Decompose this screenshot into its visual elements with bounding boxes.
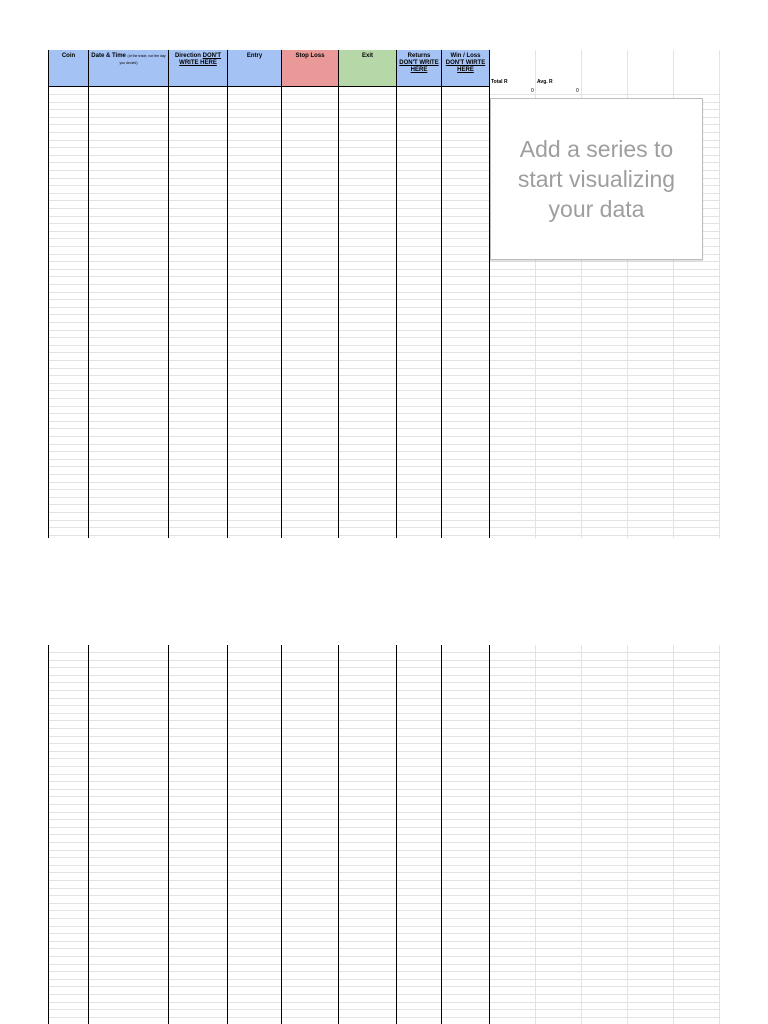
row-line	[48, 819, 720, 820]
row-line	[48, 895, 720, 896]
row-line	[48, 1009, 720, 1010]
row-line	[48, 682, 720, 683]
cell-grid	[48, 645, 720, 1024]
header-coin[interactable]	[49, 50, 88, 87]
row-line	[48, 933, 720, 934]
header-date-time-label: Date & Time	[91, 53, 126, 59]
header-returns-note: DON'T WRITE HERE	[399, 60, 439, 73]
row-line	[48, 956, 720, 957]
row-line	[48, 482, 720, 483]
column-border	[48, 50, 49, 538]
row-line	[48, 459, 720, 460]
header-date-time[interactable]	[89, 50, 168, 87]
column-border	[338, 645, 339, 1024]
row-line	[48, 812, 720, 813]
row-line	[48, 948, 720, 949]
row-line	[48, 360, 720, 361]
row-line	[48, 406, 720, 407]
row-line	[48, 918, 720, 919]
row-line	[48, 971, 720, 972]
row-line	[48, 1002, 720, 1003]
column-border	[281, 645, 282, 1024]
column-border	[168, 645, 169, 1024]
row-line	[48, 888, 720, 889]
header-entry-label: Entry	[246, 53, 263, 59]
row-line	[48, 842, 720, 843]
column-border	[489, 645, 490, 1024]
header-direction-label: Direction	[174, 53, 201, 59]
row-line	[48, 880, 720, 881]
row-line	[48, 337, 720, 338]
row-line	[48, 368, 720, 369]
header-exit[interactable]	[339, 50, 396, 87]
header-direction[interactable]	[169, 50, 227, 87]
row-line	[48, 421, 720, 422]
row-line	[48, 774, 720, 775]
row-line	[48, 261, 720, 262]
row-line	[48, 292, 720, 293]
header-direction-note: DON'T WRITE HERE	[179, 53, 222, 66]
row-line	[48, 375, 720, 376]
row-line	[48, 941, 720, 942]
column-border	[441, 50, 442, 538]
row-line	[48, 398, 720, 399]
row-line	[48, 903, 720, 904]
row-line	[48, 390, 720, 391]
row-line	[48, 269, 720, 270]
avg-r-value: 0	[576, 88, 579, 94]
row-line	[48, 751, 720, 752]
row-line	[48, 474, 720, 475]
header-date-time-note: (of the trade, not the day you decied)	[119, 54, 166, 65]
row-line	[48, 728, 720, 729]
row-line	[48, 652, 720, 653]
spreadsheet-page-2	[48, 645, 720, 1024]
column-border	[88, 645, 89, 1024]
row-line	[48, 690, 720, 691]
header-entry[interactable]	[228, 50, 281, 87]
column-border	[227, 50, 228, 538]
header-returns-label: Returns	[407, 53, 431, 59]
total-r-value: 0	[531, 88, 534, 94]
row-line	[48, 299, 720, 300]
row-line	[48, 307, 720, 308]
header-stop-loss[interactable]	[282, 50, 338, 87]
header-win-loss-note: DON'T WIRTE HERE	[445, 60, 486, 73]
row-line	[48, 743, 720, 744]
row-line	[48, 667, 720, 668]
row-line	[48, 345, 720, 346]
row-line	[48, 865, 720, 866]
column-gridline	[581, 645, 582, 1024]
header-stop-loss-label: Stop Loss	[295, 53, 325, 59]
row-line	[48, 489, 720, 490]
column-gridline	[673, 645, 674, 1024]
row-line	[48, 736, 720, 737]
header-returns[interactable]	[397, 50, 441, 87]
row-line	[48, 497, 720, 498]
row-line	[48, 979, 720, 980]
header-coin-label: Coin	[61, 53, 76, 59]
avg-r-label: Avg. R	[537, 79, 553, 85]
column-gridline	[627, 645, 628, 1024]
column-border	[396, 645, 397, 1024]
column-gridline	[719, 645, 720, 1024]
header-win-loss[interactable]	[442, 50, 489, 87]
column-border	[281, 50, 282, 538]
total-r-label: Total R	[491, 79, 508, 85]
row-line	[48, 910, 720, 911]
row-line	[48, 352, 720, 353]
row-line	[48, 276, 720, 277]
row-line	[48, 527, 720, 528]
row-line	[48, 520, 720, 521]
row-line	[48, 660, 720, 661]
row-line	[48, 781, 720, 782]
header-exit-label: Exit	[361, 53, 373, 59]
row-line	[48, 994, 720, 995]
row-line	[48, 834, 720, 835]
row-line	[48, 713, 720, 714]
row-line	[48, 436, 720, 437]
column-gridline	[535, 645, 536, 1024]
row-line	[48, 758, 720, 759]
row-line	[48, 330, 720, 331]
row-line	[48, 94, 720, 95]
row-line	[48, 964, 720, 965]
column-border	[338, 50, 339, 538]
row-line	[48, 504, 720, 505]
column-border	[48, 645, 49, 1024]
row-line	[48, 698, 720, 699]
row-line	[48, 986, 720, 987]
row-line	[48, 789, 720, 790]
row-line	[48, 705, 720, 706]
header-win-loss-label: Win / Loss	[450, 53, 481, 59]
row-line	[48, 284, 720, 285]
chart-placeholder-text: Add a series to start visualizing your data	[517, 136, 676, 222]
row-line	[48, 857, 720, 858]
row-line	[48, 314, 720, 315]
row-line	[48, 872, 720, 873]
row-line	[48, 926, 720, 927]
column-border	[441, 645, 442, 1024]
column-border	[168, 50, 169, 538]
row-line	[48, 766, 720, 767]
empty-chart[interactable]	[490, 98, 703, 260]
row-line	[48, 451, 720, 452]
row-line	[48, 322, 720, 323]
column-border	[88, 50, 89, 538]
row-line	[48, 796, 720, 797]
row-line	[48, 383, 720, 384]
row-line	[48, 428, 720, 429]
row-line	[48, 535, 720, 536]
row-line	[48, 675, 720, 676]
row-line	[48, 1017, 720, 1018]
column-border	[227, 645, 228, 1024]
row-line	[48, 413, 720, 414]
row-line	[48, 850, 720, 851]
row-line	[48, 444, 720, 445]
column-gridline	[719, 50, 720, 538]
row-line	[48, 720, 720, 721]
row-line	[48, 466, 720, 467]
row-line	[48, 804, 720, 805]
column-border	[396, 50, 397, 538]
row-line	[48, 512, 720, 513]
row-line	[48, 827, 720, 828]
